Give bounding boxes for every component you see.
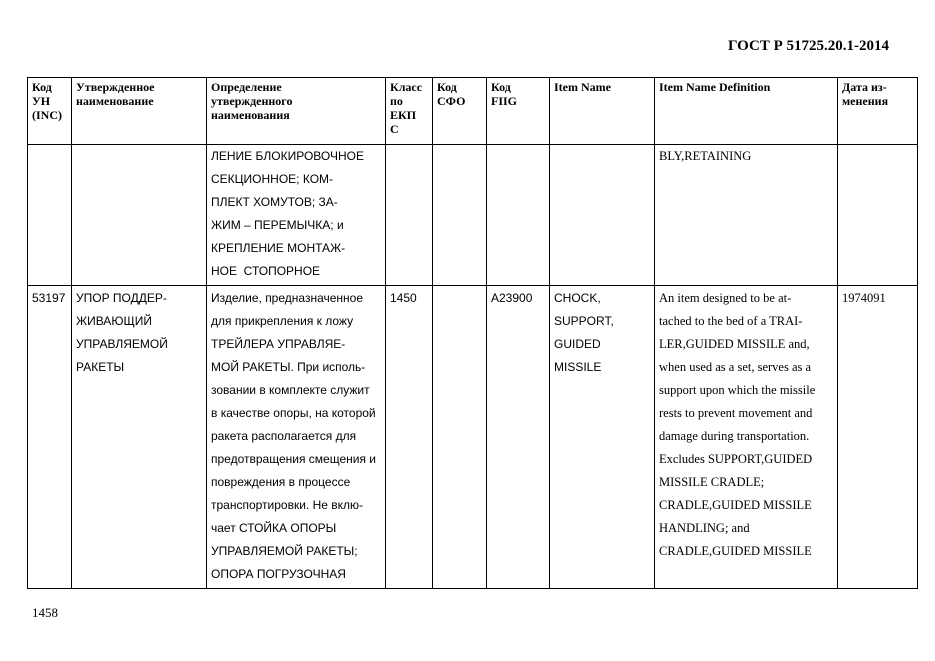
cell-line: Excludes SUPPORT,GUIDED <box>659 452 813 466</box>
cell-item-name <box>550 286 655 589</box>
header-label-line: С <box>390 122 399 136</box>
cell-line: УПРАВЛЯЕМОЙ РАКЕТЫ; <box>211 544 358 558</box>
header-label-line: менения <box>842 94 889 108</box>
cell-definition <box>207 145 386 286</box>
cell-inc: 53197 <box>28 286 72 589</box>
header-label-line: наименования <box>211 108 290 122</box>
cell-line: GUIDED <box>554 337 601 351</box>
cell-approved-name <box>72 286 207 589</box>
header-label-line: Утвержденное <box>76 80 155 94</box>
page-number: 1458 <box>32 605 58 620</box>
cell-inc <box>28 145 72 286</box>
header-label-line: наименование <box>76 94 154 108</box>
header-label-line: СФО <box>437 94 466 108</box>
cell-line: Изделие, предназначенное <box>211 291 364 305</box>
col-item-name <box>550 78 655 145</box>
header-label-line: Дата из- <box>842 80 887 94</box>
cell-line: An item designed to be at- <box>659 291 792 305</box>
cell-line: ЛЕНИЕ БЛОКИРОВОЧНОЕ <box>211 149 364 163</box>
cell-line: СЕКЦИОННОЕ; КОМ- <box>211 172 334 186</box>
header-label-line: (INC) <box>32 108 62 122</box>
cell-line: УПОР ПОДДЕР- <box>76 291 167 305</box>
catalog-table <box>27 77 918 589</box>
col-inc <box>28 78 72 145</box>
header-label-line: ЕКП <box>390 108 417 122</box>
cell-line: КРЕПЛЕНИЕ МОНТАЖ- <box>211 241 346 255</box>
cell-approved-name <box>72 145 207 286</box>
cell-sfo <box>433 286 487 589</box>
cell-line: ракета располагается для <box>211 429 357 443</box>
cell-line: транспортировки. Не вклю- <box>211 498 364 512</box>
cell-line: MISSILE CRADLE; <box>659 475 765 489</box>
cell-line: УПРАВЛЯЕМОЙ <box>76 337 168 351</box>
col-change-date <box>838 78 918 145</box>
col-definition <box>207 78 386 145</box>
cell-line: ЖИМ – ПЕРЕМЫЧКА; и <box>211 218 344 232</box>
cell-line: when used as a set, serves as a <box>659 360 812 374</box>
cell-line: для прикрепления к ложу <box>211 314 354 328</box>
cell-fiig: A23900 <box>487 286 550 589</box>
col-sfo <box>433 78 487 145</box>
cell-line: ТРЕЙЛЕРА УПРАВЛЯЕ- <box>211 337 346 351</box>
cell-line: ЖИВАЮЩИЙ <box>76 314 152 328</box>
cell-fiig <box>487 145 550 286</box>
cell-definition <box>207 286 386 589</box>
table-row <box>28 145 918 286</box>
cell-line: MISSILE <box>554 360 602 374</box>
cell-item-name-definition <box>655 286 838 589</box>
cell-sfo <box>433 145 487 286</box>
header-label-line: Определение <box>211 80 282 94</box>
cell-change-date <box>838 145 918 286</box>
cell-line: повреждения в процессе <box>211 475 351 489</box>
cell-item-name-definition <box>655 145 838 286</box>
cell-line: в качестве опоры, на которой <box>211 406 376 420</box>
cell-line: support upon which the missile <box>659 383 816 397</box>
header-label-line: Класс <box>390 80 423 94</box>
cell-line: CRADLE,GUIDED MISSILE <box>659 498 812 512</box>
cell-item-name <box>550 145 655 286</box>
cell-line: зовании в комплекте служит <box>211 383 370 397</box>
header-label-line: Код <box>491 80 511 94</box>
cell-line: damage during transportation. <box>659 429 810 443</box>
cell-line: CRADLE,GUIDED MISSILE <box>659 544 812 558</box>
col-approved-name <box>72 78 207 145</box>
cell-line: РАКЕТЫ <box>76 360 125 374</box>
cell-line: HANDLING; and <box>659 521 750 535</box>
header-label-line: по <box>390 94 403 108</box>
cell-class: 1450 <box>386 286 433 589</box>
header-label-line: Код <box>32 80 52 94</box>
cell-line: SUPPORT, <box>554 314 614 328</box>
cell-line: ОПОРА ПОГРУЗОЧНАЯ <box>211 567 346 581</box>
table-row <box>28 286 918 589</box>
header-row <box>28 78 918 145</box>
cell-line: BLY,RETAINING <box>659 149 752 163</box>
header-label-line: Item Name <box>554 80 611 94</box>
header-label-line: FIIG <box>491 94 518 108</box>
cell-line: CHOCK, <box>554 291 601 305</box>
cell-line: чает СТОЙКА ОПОРЫ <box>211 521 337 535</box>
cell-line: НОЕ СТОПОРНОЕ <box>211 264 321 278</box>
col-class <box>386 78 433 145</box>
header-label-line: Код <box>437 80 457 94</box>
cell-change-date: 1974091 <box>838 286 918 589</box>
col-fiig <box>487 78 550 145</box>
document-code: ГОСТ Р 51725.20.1-2014 <box>727 38 889 54</box>
col-item-name-definition <box>655 78 838 145</box>
cell-line: rests to prevent movement and <box>659 406 813 420</box>
cell-line: МОЙ РАКЕТЫ. При исполь- <box>211 360 366 374</box>
cell-class <box>386 145 433 286</box>
cell-line: ПЛЕКТ ХОМУТОВ; ЗА- <box>211 195 338 209</box>
header-label-line: утвержденного <box>211 94 293 108</box>
cell-line: tached to the bed of a TRAI- <box>659 314 803 328</box>
header-label-line: УН <box>32 94 51 108</box>
header-label-line: Item Name Definition <box>659 80 771 94</box>
cell-line: LER,GUIDED MISSILE and, <box>659 337 810 351</box>
cell-line: предотвращения смещения и <box>211 452 376 466</box>
